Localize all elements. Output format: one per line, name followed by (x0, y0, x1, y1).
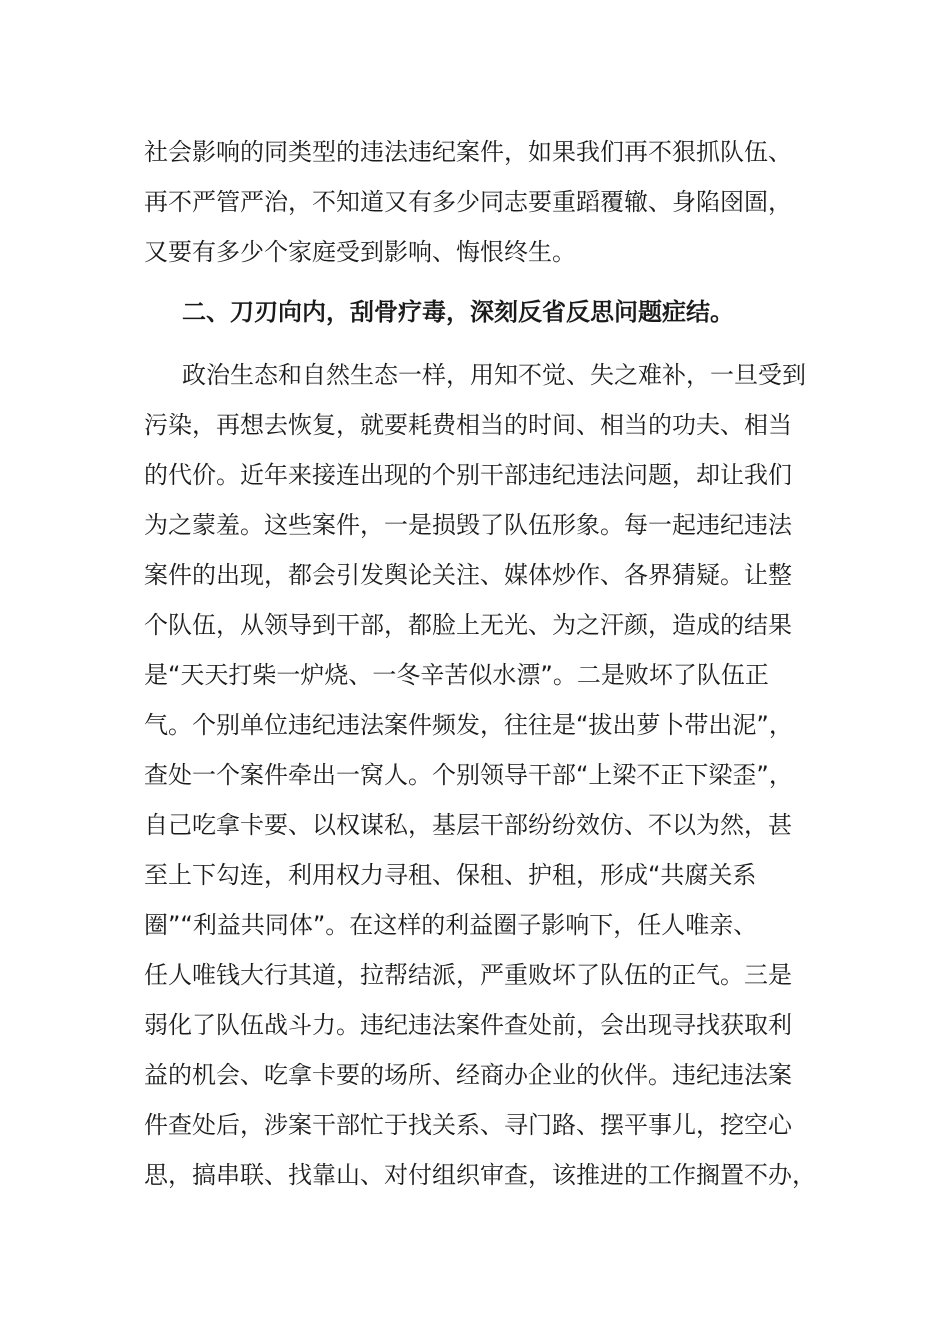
text-line: 弱化了队伍战斗力。违纪违法案件查处前，会出现寻找获取利 (144, 1011, 792, 1039)
text-line: 为之蒙羞。这些案件，一是损毁了队伍形象。每一起违纪违法 (144, 511, 792, 539)
text-line: 又要有多少个家庭受到影响、悔恨终生。 (144, 238, 576, 266)
text-line: 圈”“利益共同体”。在这样的利益圈子影响下，任人唯亲、 (144, 911, 758, 939)
text-line: 件查处后，涉案干部忙于找关系、寻门路、摆平事儿，挖空心 (144, 1111, 792, 1139)
text-line: 思，搞串联、找靠山、对付组织审查，该推进的工作搁置不办， (144, 1161, 816, 1189)
text-line: 至上下勾连，利用权力寻租、保租、护租，形成“共腐关系 (144, 861, 757, 889)
text-line: 自己吃拿卡要、以权谋私，基层干部纷纷效仿、不以为然，甚 (144, 811, 792, 839)
heading-text: 二、刀刃向内，刮骨疗毒，深刻反省反思问题症结。 (182, 298, 734, 326)
text-line: 社会影响的同类型的违法违纪案件，如果我们再不狠抓队伍、 (144, 138, 792, 166)
text-line: 任人唯钱大行其道，拉帮结派，严重败坏了队伍的正气。三是 (144, 961, 792, 989)
text-line: 污染，再想去恢复，就要耗费相当的时间、相当的功夫、相当 (144, 411, 792, 439)
text-line: 案件的出现，都会引发舆论关注、媒体炒作、各界猜疑。让整 (144, 561, 792, 589)
text-line: 气。个别单位违纪违法案件频发，往往是“拔出萝卜带出泥”， (144, 711, 793, 739)
text-line: 再不严管严治，不知道又有多少同志要重蹈覆辙、身陷囹圄， (144, 188, 792, 216)
text-line: 查处一个案件牵出一窝人。个别领导干部“上梁不正下梁歪”， (144, 761, 793, 789)
text-line: 政治生态和自然生态一样，用知不觉、失之难补，一旦受到 (182, 361, 806, 389)
text-line: 个队伍，从领导到干部，都脸上无光、为之汗颜，造成的结果 (144, 611, 792, 639)
text-line: 益的机会、吃拿卡要的场所、经商办企业的伙伴。违纪违法案 (144, 1061, 792, 1089)
text-line: 是“天天打柴一炉烧、一冬辛苦似水漂”。二是败坏了队伍正 (144, 661, 769, 689)
text-line: 的代价。近年来接连出现的个别干部违纪违法问题，却让我们 (144, 461, 792, 489)
